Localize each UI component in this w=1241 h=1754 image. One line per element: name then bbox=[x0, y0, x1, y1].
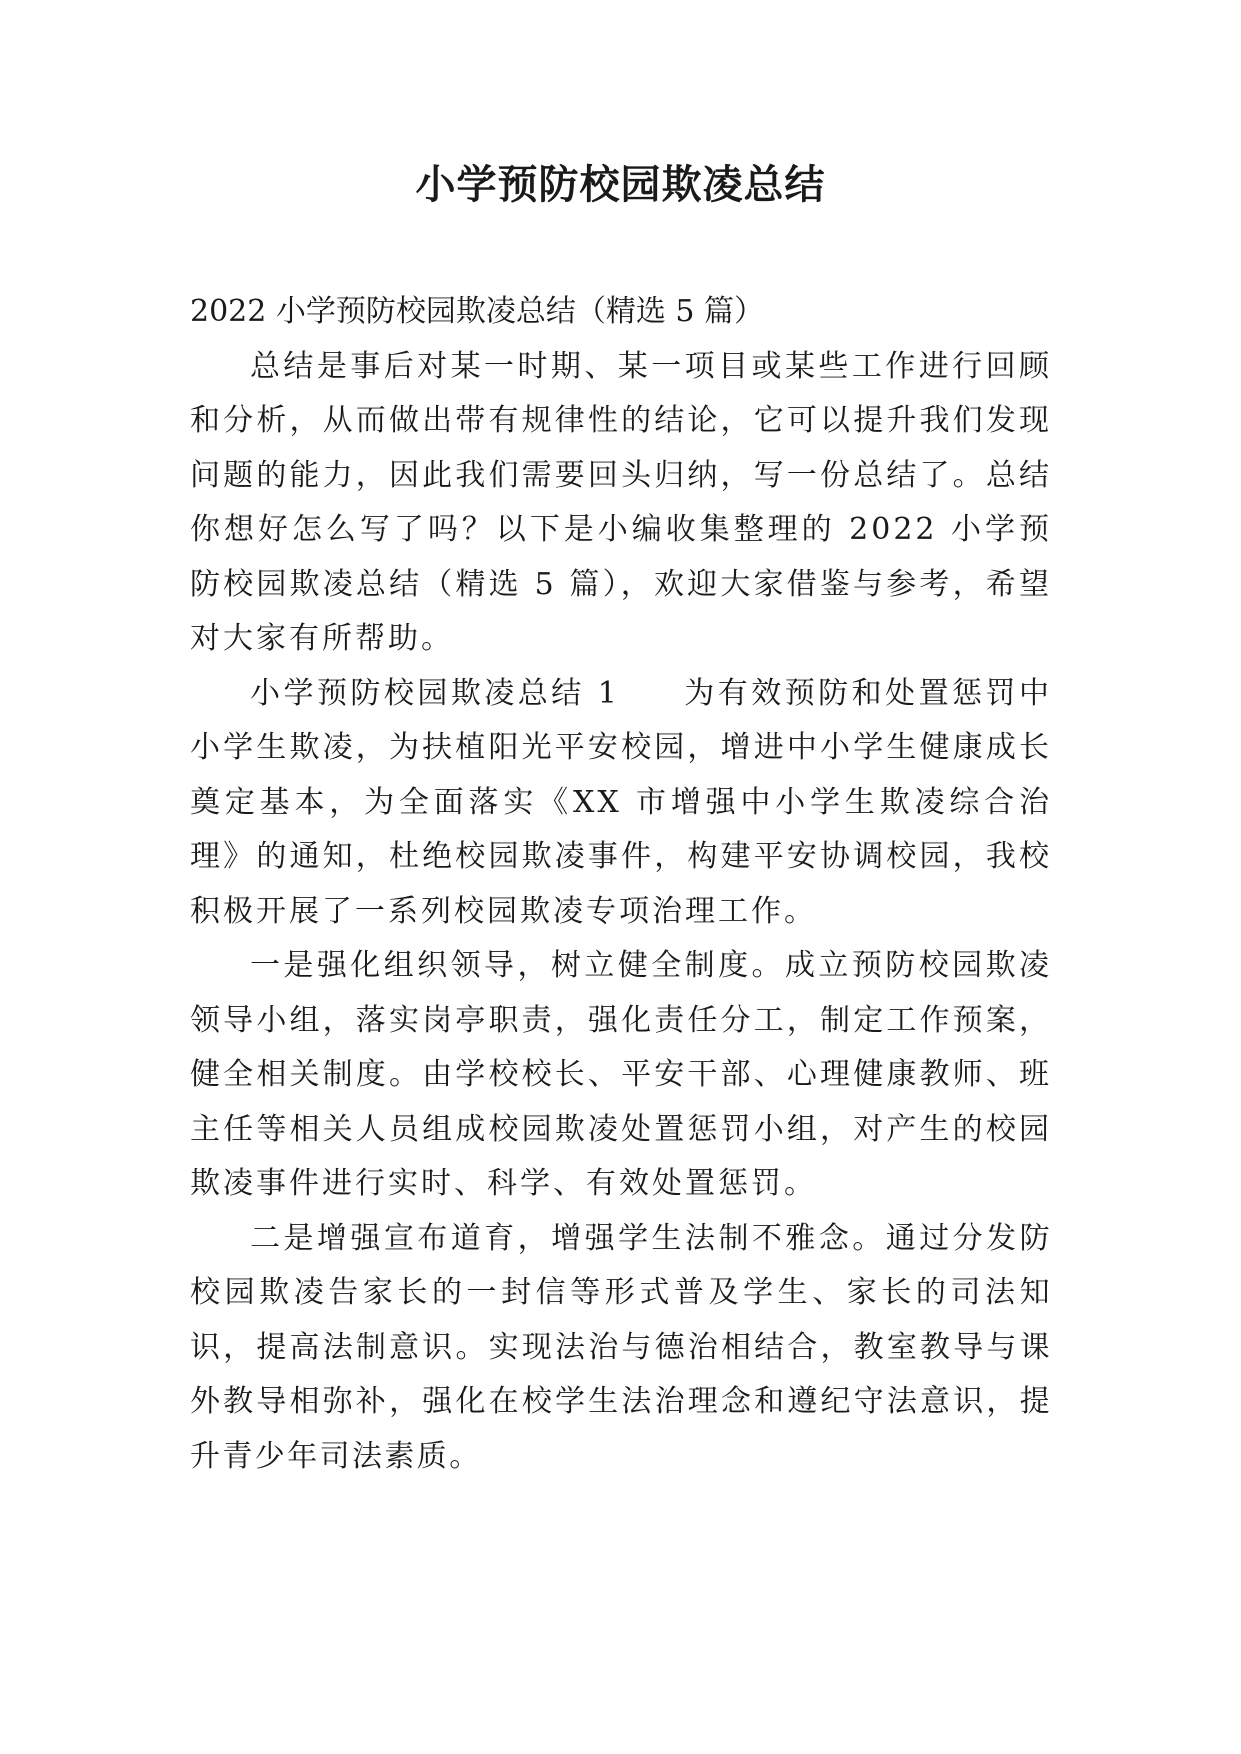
document-title: 小学预防校园欺凌总结 bbox=[415, 162, 826, 208]
paragraph-section-1 bbox=[190, 667, 1052, 940]
paragraph-text: 总结是事后对某一时期、某一项目或某些工作进行回顾和分析，从而做出带有规律性的结论，它可以提升我们发现问题的能力，因此我们需要回头归纳，写一份总结了。总结你想好怎么写了吗？以下是小编收集整理的 2022 小学预防校园欺凌总结（精选 5 篇），欢迎大家借鉴与参考，希望对大家有所帮助。 bbox=[190, 348, 1052, 656]
paragraph-intro bbox=[190, 340, 1052, 667]
document-subtitle: 2022 小学预防校园欺凌总结（精选 5 篇） bbox=[190, 294, 765, 329]
document-body bbox=[190, 285, 1052, 1484]
paragraph-point-1 bbox=[190, 939, 1052, 1212]
paragraph-text: 为有效预防和处置惩罚中小学生欺凌，为扶植阳光平安校园，增进中小学生健康成长奠定基本，为全面落实《XX 市增强中小学生欺凌综合治理》的通知，杜绝校园欺凌事件，构建平安协调校园，我校积极开展了一系列校园欺凌专项治理工作。 bbox=[190, 675, 1052, 929]
paragraph-text: 一是强化组织领导，树立健全制度。成立预防校园欺凌领导小组，落实岗亭职责，强化责任分工，制定工作预案，健全相关制度。由学校校长、平安干部、心理健康教师、班主任等相关人员组成校园欺凌处置惩罚小组，对产生的校园欺凌事件进行实时、科学、有效处置惩罚。 bbox=[190, 948, 1052, 1201]
section-heading: 小学预防校园欺凌总结 1 bbox=[250, 675, 620, 711]
paragraph-point-2 bbox=[190, 1212, 1052, 1485]
paragraph-text: 二是增强宣布道育，增强学生法制不雅念。通过分发防校园欺凌告家长的一封信等形式普及学生、家长的司法知识，提高法制意识。实现法治与德治相结合，教室教导与课外教导相弥补，强化在校学生法治理念和遵纪守法意识，提升青少年司法素质。 bbox=[190, 1220, 1052, 1474]
